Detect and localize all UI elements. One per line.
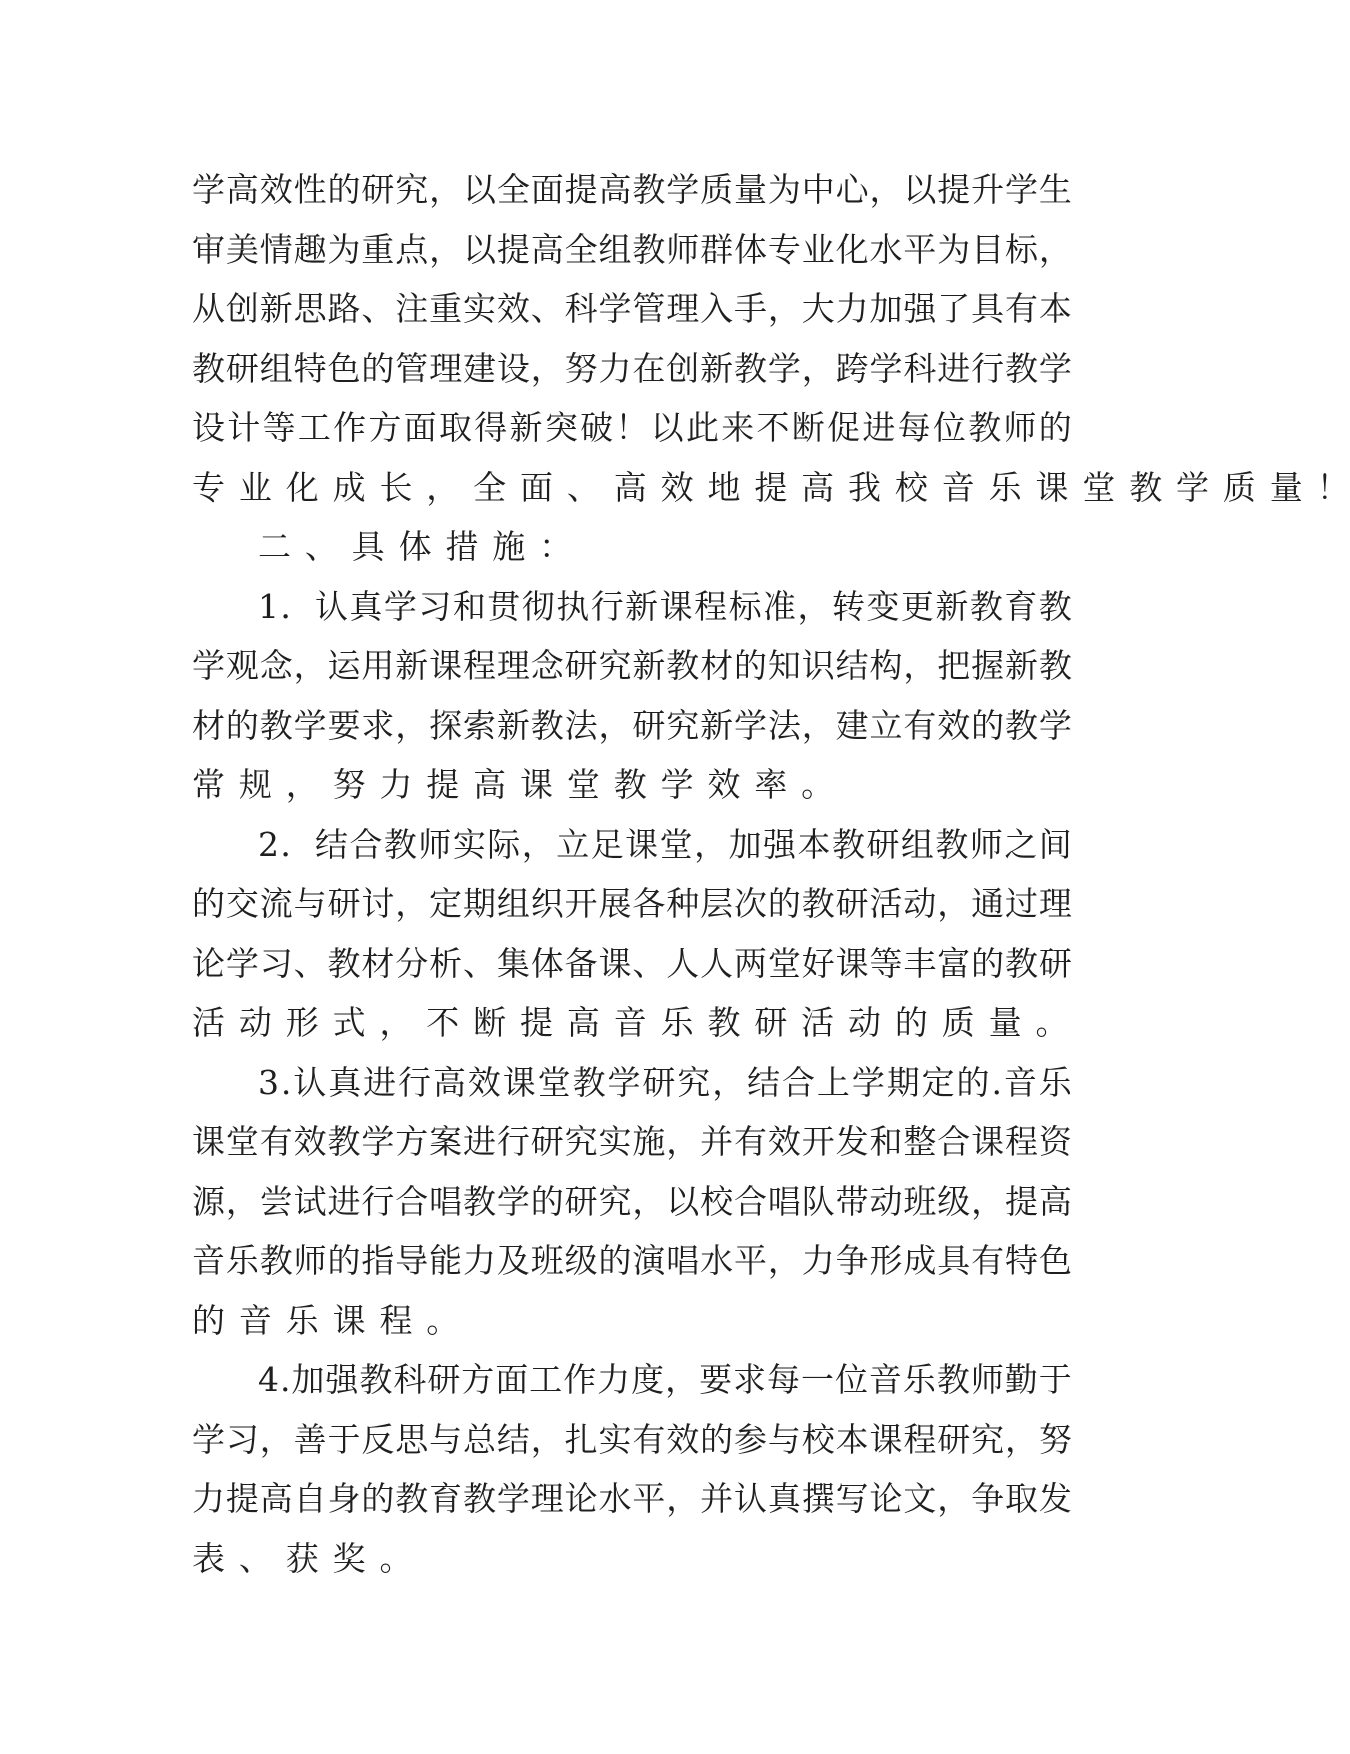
text-line: 常 规 ， 努 力 提 高 课 堂 教 学 效 率 。: [192, 765, 835, 804]
text-line: 力 提 高 自 身 的 教 育 教 学 理 论 水 平 ， 并 认 真 撰 写 论 文 ， 争 取 发: [192, 1479, 1072, 1518]
text-line: 音 乐 教 师 的 指 导 能 力 及 班 级 的 演 唱 水 平 ， 力 争 形 成 具 有 特 色: [192, 1241, 1072, 1280]
text-line: 3 . 认 真 进 行 高 效 课 堂 教 学 研 究 ， 结 合 上 学 期 定 的 . 音 乐: [258, 1062, 1072, 1102]
text-line: 从 创 新 思 路 、 注 重 实 效 、 科 学 管 理 入 手 ， 大 力 加 强 了 具 有 本: [192, 289, 1072, 328]
text-line: 设 计 等 工 作 方 面 取 得 新 突 破 ！ 以 此 来 不 断 促 进 每 位 教 师 的: [192, 408, 1072, 447]
text-line: 活 动 形 式 ， 不 断 提 高 音 乐 教 研 活 动 的 质 量 。: [192, 1003, 1069, 1042]
text-line: 4 . 加 强 教 科 研 方 面 工 作 力 度 ， 要 求 每 一 位 音 乐 教 师 勤 于: [258, 1360, 1072, 1399]
text-line: 源 ， 尝 试 进 行 合 唱 教 学 的 研 究 ， 以 校 合 唱 队 带 动 班 级 ， 提 高: [192, 1181, 1072, 1221]
text-line: 2 ． 结 合 教 师 实 际 ， 立 足 课 堂 ， 加 强 本 教 研 组 教 师 之 间: [258, 824, 1072, 864]
text-line: 学 观 念 ， 运 用 新 课 程 理 念 研 究 新 教 材 的 知 识 结 构 ， 把 握 新 教: [192, 646, 1072, 685]
text-line: 的 交 流 与 研 讨 ， 定 期 组 织 开 展 各 种 层 次 的 教 研 活 动 ， 通 过 理: [192, 884, 1072, 923]
document-body-text: [192, 160, 1350, 1588]
text-line: 专 业 化 成 长 ， 全 面 、 高 效 地 提 高 我 校 音 乐 课 堂 教 学 质 量 ！: [192, 467, 1350, 507]
text-line: 学 高 效 性 的 研 究 ， 以 全 面 提 高 教 学 质 量 为 中 心 ， 以 提 升 学 生: [192, 170, 1072, 209]
text-line: 论 学 习 、 教 材 分 析 、 集 体 备 课 、 人 人 两 堂 好 课 等 丰 富 的 教 研: [192, 943, 1072, 983]
text-line: 审 美 情 趣 为 重 点 ， 以 提 高 全 组 教 师 群 体 专 业 化 水 平 为 目 标 ，: [192, 229, 1072, 269]
text-line: 材 的 教 学 要 求 ， 探 索 新 教 法 ， 研 究 新 学 法 ， 建 立 有 效 的 教 学: [192, 705, 1072, 745]
text-line: 1 ． 认 真 学 习 和 贯 彻 执 行 新 课 程 标 准 ， 转 变 更 新 教 育 教: [258, 586, 1072, 626]
text-line: 表 、 获 奖 。: [192, 1538, 413, 1578]
text-line: 教 研 组 特 色 的 管 理 建 设 ， 努 力 在 创 新 教 学 ， 跨 学 科 进 行 教 学: [192, 348, 1072, 388]
text-line: 的 音 乐 课 程 。: [192, 1300, 460, 1340]
text-line: 二 、 具 体 措 施 ：: [258, 527, 573, 566]
text-line: 课 堂 有 效 教 学 方 案 进 行 研 究 实 施 ， 并 有 效 开 发 和 整 合 课 程 资: [192, 1122, 1072, 1161]
text-line: 学 习 ， 善 于 反 思 与 总 结 ， 扎 实 有 效 的 参 与 校 本 课 程 研 究 ， 努: [192, 1419, 1072, 1459]
